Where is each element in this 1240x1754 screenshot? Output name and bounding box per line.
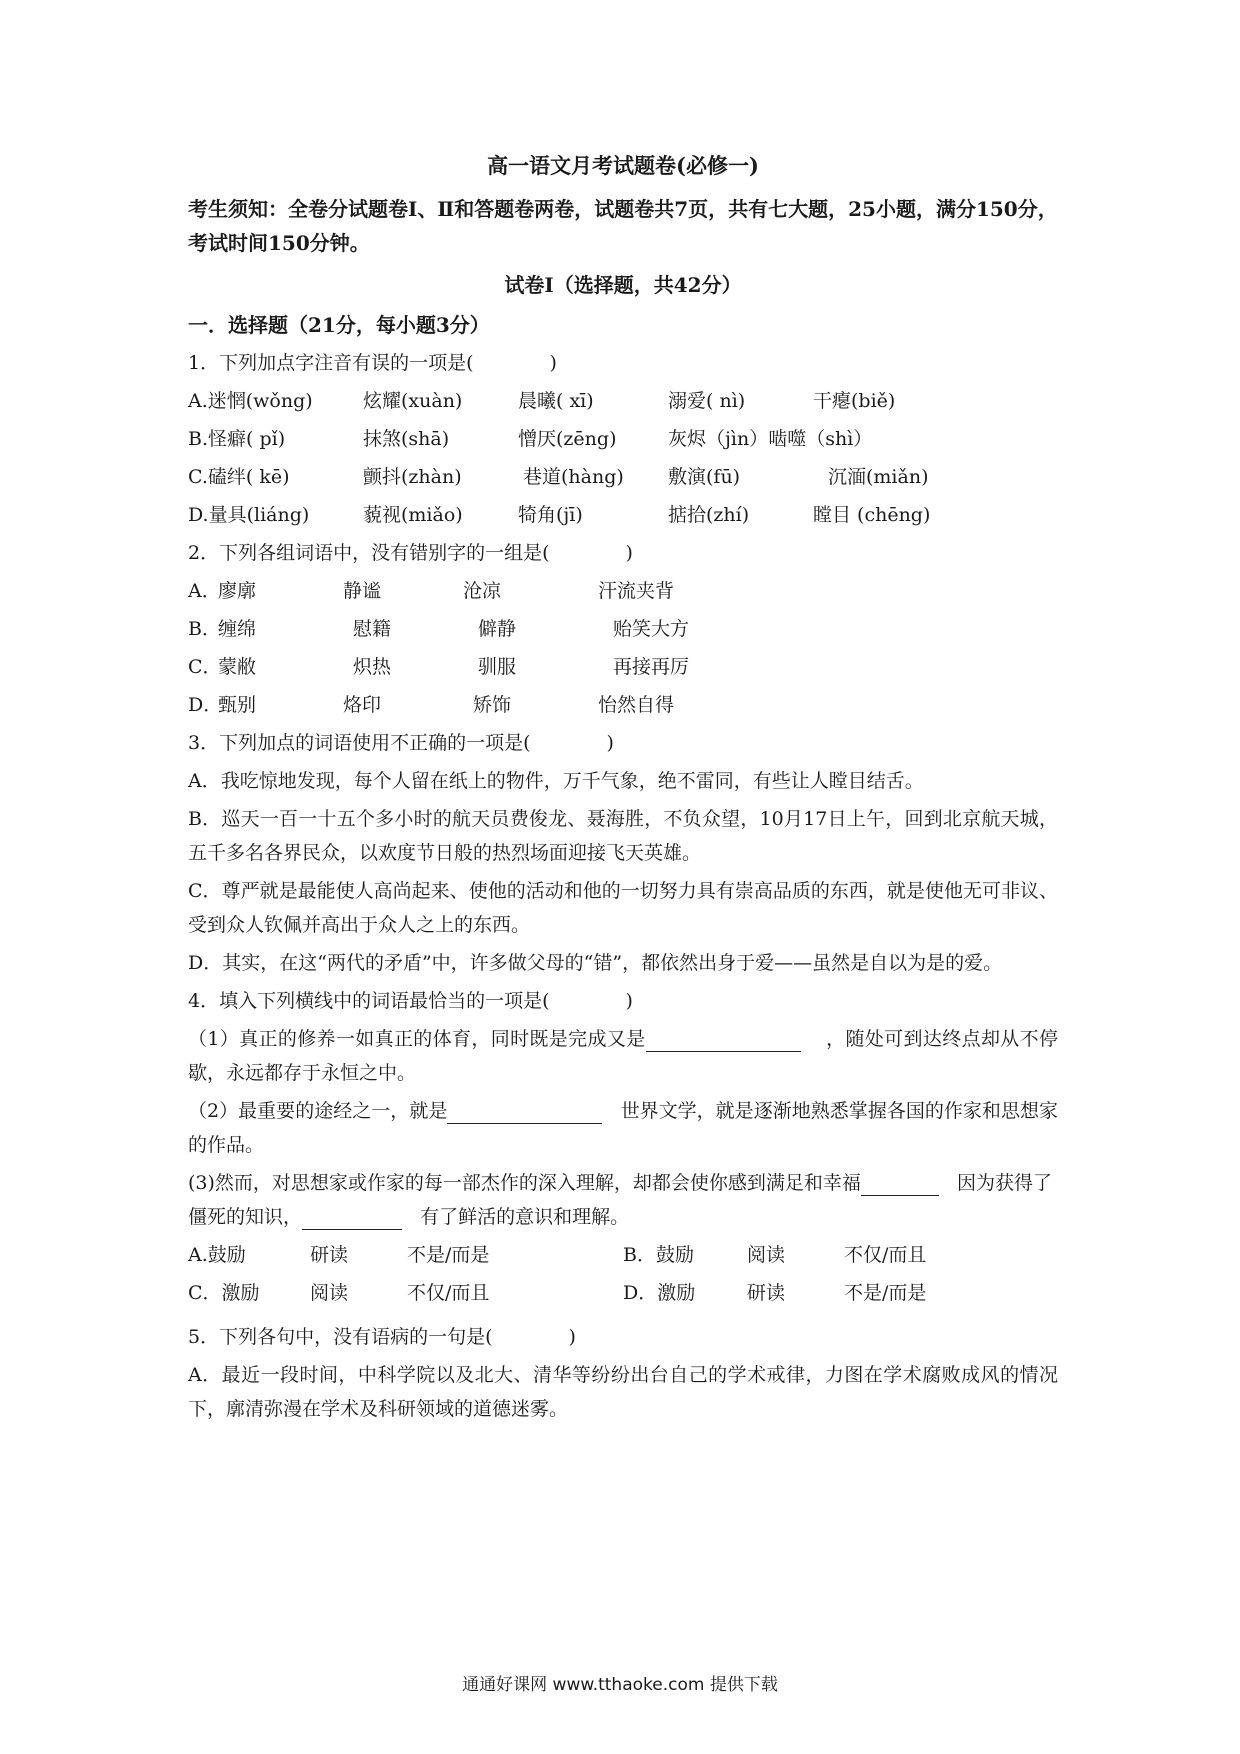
q4-b-3: 不仅/而且 — [844, 1244, 927, 1266]
q4-a-3: 不是/而是 — [407, 1244, 490, 1266]
question-1-option-c — [188, 460, 1058, 494]
q2-a-1: 廖廓 — [218, 580, 257, 602]
q4-c-2: 阅读 — [310, 1282, 349, 1304]
question-2-option-b — [188, 612, 1058, 646]
q2-c-4: 再接再厉 — [613, 656, 690, 678]
q2-b-label: B． — [188, 618, 221, 640]
q4-b-2: 阅读 — [747, 1244, 786, 1266]
question-4-sentence-3 — [188, 1166, 1058, 1234]
q4-option-a — [188, 1238, 623, 1272]
question-2-option-c — [188, 650, 1058, 684]
q2-a-label: A． — [188, 580, 221, 602]
q4-option-c — [188, 1276, 623, 1310]
section-heading: 一．选择题（21分，每小题3分） — [188, 313, 490, 337]
q4-b-1: B．鼓励 — [623, 1244, 694, 1266]
question-1-option-b — [188, 422, 1058, 456]
question-1-option-d — [188, 498, 1058, 532]
q1-d-4: 掂拾(zhí) — [668, 504, 750, 526]
question-4-options-cd — [188, 1276, 1058, 1310]
q4-s2-part-2: 世界文学，就是逐渐地熟悉掌握各国的作家和思想家的作品。 — [188, 1100, 1058, 1156]
question-4-sentence-2 — [188, 1094, 1058, 1162]
exam-notice: 考生须知：全卷分试题卷Ⅰ、Ⅱ和答题卷两卷，试题卷共7页，共有七大题，25小题，满分150分，考试时间150分钟。 — [188, 197, 1058, 255]
q1-a-2: 炫耀(xuàn) — [363, 390, 463, 412]
q1-b-4: 灰烬（jìn）啮噬（shì） — [668, 428, 873, 450]
fill-blank — [646, 1029, 801, 1052]
question-3-option-d: D．其实，在这“两代的矛盾”中，许多做父母的“错”，都依然出身于爱——虽然是自以为是的爱。 — [188, 952, 1003, 974]
q4-a-1: A.鼓励 — [188, 1244, 246, 1266]
q2-c-2: 炽热 — [353, 656, 392, 678]
question-2-stem: 2．下列各组词语中，没有错别字的一组是( ) — [188, 542, 633, 564]
q2-a-3: 沧凉 — [463, 580, 502, 602]
q1-c-5: 沉湎(miǎn) — [828, 466, 929, 488]
q2-c-label: C． — [188, 656, 222, 678]
fill-blank — [302, 1207, 402, 1230]
q2-d-3: 矫饰 — [473, 694, 512, 716]
q4-c-1: C．激励 — [188, 1282, 260, 1304]
q1-d-2: 藐视(miǎo) — [363, 504, 463, 526]
q4-a-2: 研读 — [310, 1244, 349, 1266]
fill-blank — [447, 1101, 602, 1124]
exam-title: 高一语文月考试题卷(必修一) — [487, 153, 759, 178]
q4-s3-part-2: 因为获得了僵死的知识， — [188, 1172, 1053, 1228]
question-3-option-b: B．巡天一百一十五个多小时的航天员费俊龙、聂海胜，不负众望，10月17日上午，回到北京航天城，五千多名各界民众，以欢度节日般的热烈场面迎接飞天英雄。 — [188, 808, 1058, 864]
q1-b-1: B.怪癖( pǐ) — [188, 428, 286, 450]
q1-d-5: 瞠目 (chēng) — [813, 504, 931, 526]
q1-b-2: 抹煞(shā) — [363, 428, 450, 450]
paper-heading: 试卷Ⅰ（选择题，共42分） — [504, 273, 742, 297]
q4-option-d — [623, 1276, 1058, 1310]
question-4-options-ab — [188, 1238, 1058, 1272]
q2-d-4: 怡然自得 — [598, 694, 675, 716]
q1-a-5: 干瘪(biě) — [813, 390, 896, 412]
q2-b-1: 缠绵 — [218, 618, 257, 640]
q2-d-1: 甄别 — [218, 694, 257, 716]
q4-s1-part-1: （1）真正的修养一如真正的体育，同时既是完成又是 — [188, 1028, 646, 1050]
q4-s1-part-2: ，随处可到达终点却从不停歇，永远都存于永恒之中。 — [188, 1028, 1058, 1084]
q1-c-3: 巷道(hàng) — [523, 466, 624, 488]
question-3-option-a: A．我吃惊地发现，每个人留在纸上的物件，万千气象，绝不雷同，有些让人瞠目结舌。 — [188, 770, 924, 792]
question-2-option-d — [188, 688, 1058, 722]
q1-c-2: 颤抖(zhàn) — [363, 466, 462, 488]
q1-d-3: 犄角(jī) — [518, 504, 583, 526]
q4-option-b — [623, 1238, 1058, 1272]
q4-d-2: 研读 — [747, 1282, 786, 1304]
page-footer: 通通好课网 www.tthaoke.com 提供下载 — [462, 1675, 778, 1695]
q1-b-3: 憎厌(zēng) — [518, 428, 617, 450]
fill-blank — [861, 1173, 939, 1196]
question-1-option-a — [188, 384, 1058, 418]
q2-a-2: 静谧 — [343, 580, 382, 602]
q1-a-4: 溺爱( nì) — [668, 390, 746, 412]
q2-c-1: 蒙敝 — [218, 656, 257, 678]
q1-a-3: 晨曦( xī) — [518, 390, 594, 412]
question-1-stem: 1．下列加点字注音有误的一项是( ) — [188, 352, 557, 374]
q1-c-4: 敷演(fū) — [668, 466, 741, 488]
question-4-stem: 4．填入下列横线中的词语最恰当的一项是( ) — [188, 990, 633, 1012]
question-3-stem: 3．下列加点的词语使用不正确的一项是( ) — [188, 732, 614, 754]
q2-b-2: 慰籍 — [353, 618, 392, 640]
question-3-option-c: C．尊严就是最能使人高尚起来、使他的活动和他的一切努力具有崇高品质的东西，就是使他无可非议、受到众人钦佩并高出于众人之上的东西。 — [188, 880, 1058, 936]
q4-c-3: 不仅/而且 — [407, 1282, 490, 1304]
q4-s3-part-3: 有了鲜活的意识和理解。 — [420, 1206, 630, 1228]
q2-b-4: 贻笑大方 — [613, 618, 690, 640]
q4-s2-part-1: （2）最重要的途经之一，就是 — [188, 1100, 448, 1122]
q1-a-1: A.迷惘(wǒng) — [188, 390, 313, 412]
q2-d-label: D． — [188, 694, 223, 716]
question-4-sentence-1 — [188, 1022, 1058, 1090]
question-2-option-a — [188, 574, 1058, 608]
question-5-option-a: A．最近一段时间，中科学院以及北大、清华等纷纷出台自己的学术戒律，力图在学术腐败成风的情况下，廓清弥漫在学术及科研领域的道德迷雾。 — [188, 1364, 1058, 1420]
exam-page — [188, 150, 1058, 1430]
q4-s3-part-1: (3)然而，对思想家或作家的每一部杰作的深入理解，却都会使你感到满足和幸福 — [188, 1172, 861, 1194]
q2-d-2: 烙印 — [343, 694, 382, 716]
q1-d-1: D.量具(liáng) — [188, 504, 310, 526]
q2-c-3: 驯服 — [478, 656, 517, 678]
q2-b-3: 僻静 — [478, 618, 517, 640]
q4-d-3: 不是/而是 — [844, 1282, 927, 1304]
q1-c-1: C.磕绊( kē) — [188, 466, 290, 488]
q4-d-1: D．激励 — [623, 1282, 696, 1304]
question-5-stem: 5．下列各句中，没有语病的一句是( ) — [188, 1326, 576, 1348]
q2-a-4: 汗流夹背 — [598, 580, 675, 602]
